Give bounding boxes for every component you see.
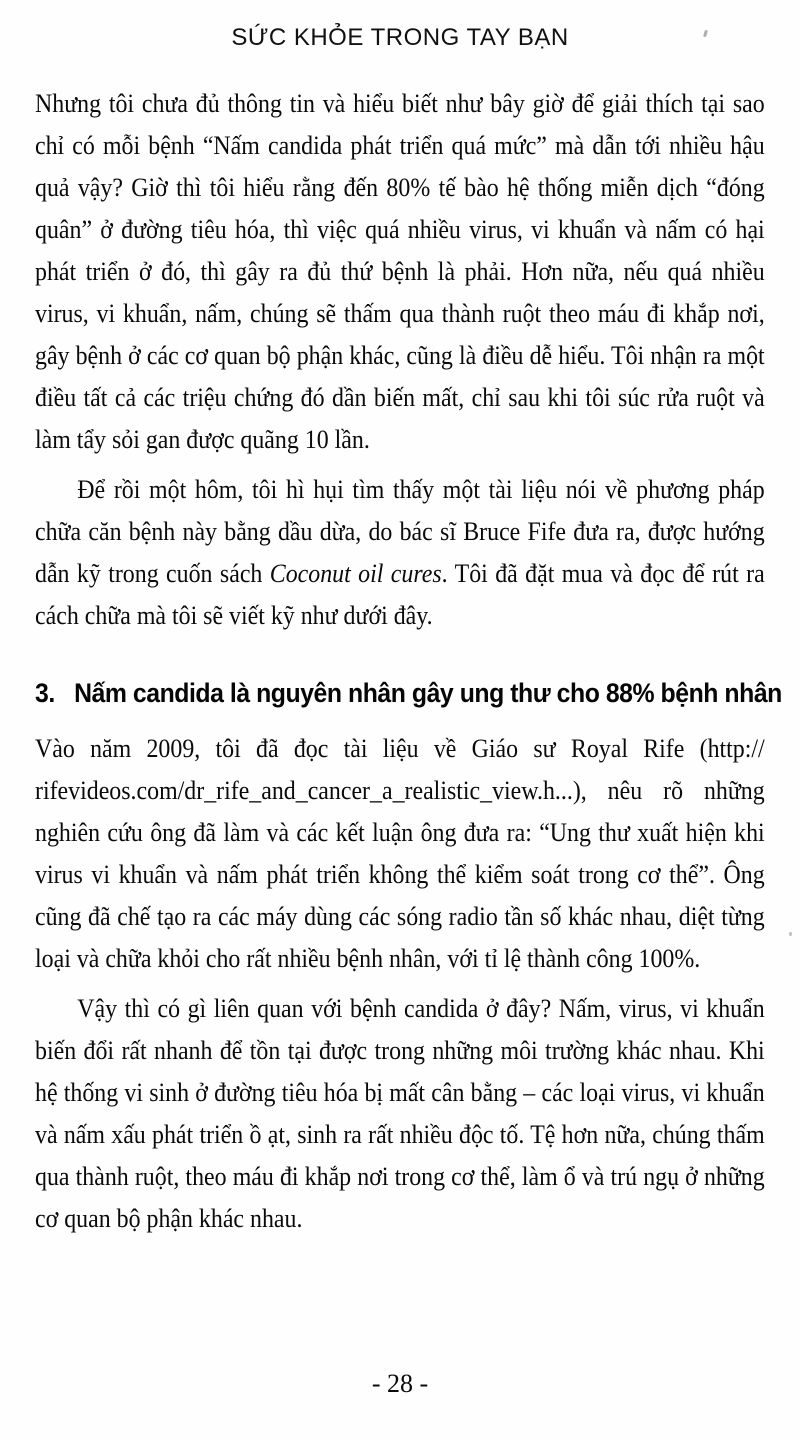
paragraph-3: Vào năm 2009, tôi đã đọc tài liệu về Giáo sư Royal Rife (http://​rifevideos.com/dr_rife_and_cancer_a_realistic_view.h...), nêu rõ những nghiên cứu ông đã làm và các kết luận ông đưa ra: “Ung thư xuất hiện khi virus vi khuẩn và nấm phát triển không thể kiểm soát trong cơ thể”. Ông cũng đã chế tạo ra các máy dùng các sóng radio tần số khác nhau, diệt từng loại và chữa khỏi cho rất nhiều bệnh nhân, với tỉ lệ thành công 100%. xyxy=(35,734,765,973)
page-number: - 28 - xyxy=(371,1369,429,1398)
section-title: Nấm candida là nguyên nhân gây ung thư cho 88% bệnh nhân xyxy=(74,678,782,708)
paragraph-1: Nhưng tôi chưa đủ thông tin và hiểu biết như bây giờ để giải thích tại sao chỉ có mỗi bệnh “Nấm candida phát triển quá mức” mà dẫn tới nhiều hậu quả vậy? Giờ thì tôi hiểu rằng đến 80% tế bào hệ thống miễn dịch “đóng quân” ở đường tiêu hóa, thì việc quá nhiều virus, vi khuẩn và nấm có hại phát triển ở đó, thì gây ra đủ thứ bệnh là phải. Hơn nữa, nếu quá nhiều virus, vi khuẩn, nấm, chúng sẽ thấm qua thành ruột theo máu đi khắp nơi, gây bệnh ở các cơ quan bộ phận khác, cũng là điều dễ hiểu. Tôi nhận ra một điều tất cả các triệu chứng đó dần biến mất, chỉ sau khi tôi súc rửa ruột và làm tẩy sỏi gan được quãng 10 lần. xyxy=(35,89,765,454)
paragraph-2-tail: . Tôi đã đặt mua và đọc để rút ra cách chữa mà tôi sẽ viết kỹ như dưới đây. xyxy=(35,559,765,630)
running-header: SỨC KHỎE TRONG TAY BẠN xyxy=(231,24,569,51)
scan-artifact xyxy=(789,932,792,936)
paragraph-4: Vậy thì có gì liên quan với bệnh candida ở đây? Nấm, virus, vi khuẩn biến đổi rất nhanh để tồn tại được trong những môi trường khác nhau. Khi hệ thống vi sinh ở đường tiêu hóa bị mất cân bằng – các loại virus, vi khuẩn và nấm xấu phát triển ồ ạt, sinh ra rất nhiều độc tố. Tệ hơn nữa, chúng thấm qua thành ruột, theo máu đi khắp nơi trong cơ thể, làm ổ và trú ngụ ở những cơ quan bộ phận khác nhau. xyxy=(35,994,765,1233)
paragraph-2 xyxy=(35,469,765,637)
section-heading xyxy=(35,673,782,713)
page-body xyxy=(35,83,782,1240)
section-number: 3. xyxy=(35,678,55,708)
paragraph-2-lead: Để rồi một hôm, tôi hì hụi tìm thấy một tài liệu nói về phương pháp chữa căn bệnh này bằng dầu dừa, do bác sĩ Bruce Fife đưa ra, được hướng dẫn kỹ trong cuốn sách xyxy=(35,475,765,588)
book-title-italic: Coconut oil cures xyxy=(269,559,442,588)
